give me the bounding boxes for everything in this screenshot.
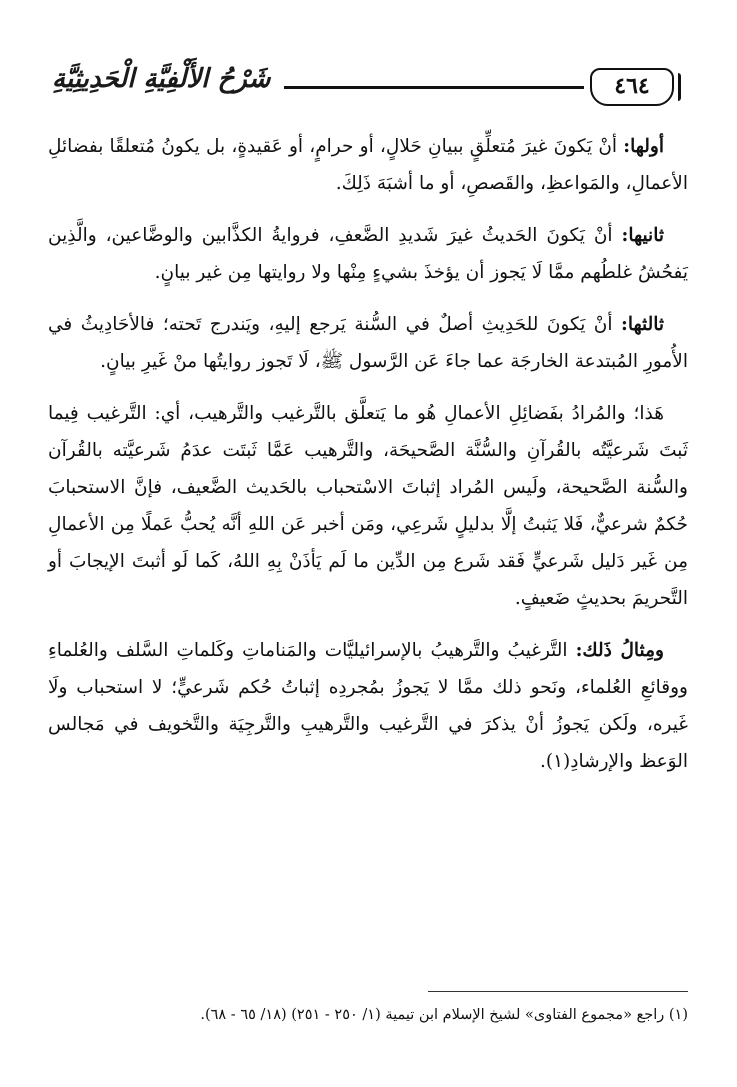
paragraph-example: [48, 632, 688, 780]
page-header: [52, 62, 682, 114]
header-rule: [284, 86, 584, 89]
paragraph-text: هَذا؛ والمُرادُ بفَضائِلِ الأعمالِ هُو ما يَتعلَّق بالتَّرغيب والتَّرهيب، أي: التَّرغيب فِيما ثَبتَ شَرعيَّتُه بالقُرآنِ والسُّنَّة الصَّحيحَة، والتَّرهيب عَمَّا ثَبتَت عدَمُ شَرعيَّته بالقُرآن والسُّنة الصَّحيحة، ولَيس المُراد إثباتَ الاسْتحباب بالحَديث الضَّعيف، فإنَّ الاستحبابَ حُكمٌ شرعيٌّ، فَلا يَثبتُ إلَّا بدليلٍ شَرعِي، ومَن أخبر عَن اللهِ أنَّه يُحبُّ عَملًا مِن الأعمالِ مِن غَير دَليل شَرعيٍّ فَقد شَرع مِن الدِّين ما لَم يَأذَنْ بِهِ اللهُ، كَما لَو أثبتَ الإيجابَ أو التَّحريمَ بحديثٍ ضَعيفٍ.: [48, 403, 688, 609]
paragraph-third-condition: [48, 306, 688, 380]
paragraph-second-condition: [48, 217, 688, 291]
paragraph-label: ثالثها:: [621, 314, 664, 335]
paragraph-label: أولها:: [623, 136, 664, 157]
footnote-divider: [428, 991, 688, 992]
paragraph-label: ثانيها:: [621, 225, 664, 246]
page-number-frame: [590, 68, 674, 106]
paragraph-text: أنْ يَكونَ الحَديثُ غيرَ شَديدِ الضَّعفِ، فروايةُ الكذَّابين والوضَّاعين، والَّذِين يَفحُشُ غلطُهم ممَّا لَا يَجوز أن يؤخذَ بشيءٍ مِنْها ولا روايتها مِن غير بيانٍ.: [48, 225, 688, 283]
book-title: شَرْحُ الأَلْفِيَّةِ الْحَدِيثِيَّةِ: [52, 64, 271, 94]
footnote: (١) راجع «مجموع الفتاوى» لشيخ الإسلام ابن تيمية (١/ ٢٥٠ - ٢٥١) (١٨/ ٦٥ - ٦٨).: [200, 1007, 688, 1023]
paragraph-first-condition: [48, 128, 688, 202]
paragraph-label: ومِثالُ ذَلك:: [575, 640, 664, 661]
paragraph-explanation: [48, 395, 688, 617]
paragraph-text: أنْ يَكونَ للحَدِيثِ أصلٌ في السُّنة يَرجع إليهِ، ويَندرج تَحته؛ فالأحَادِيثُ في الأُمورِ المُبتدعة الخارجَة عما جاءَ عَن الرَّسول ﷺ، لَا تَجوز روايتُها منْ غَيرِ بيانٍ.: [48, 314, 688, 372]
page-body: [48, 128, 688, 795]
paragraph-text: التَّرغيبُ والتَّرهيبُ بالإسرائيليَّات والمَناماتِ وكَلماتِ السَّلف والعُلماءِ ووقائعِ العُلماء، ونَحو ذلك ممَّا لا يَجوزُ بمُجردِه إثباتُ حُكم شَرعيٍّ؛ لا استحباب ولَا غَيره، ولَكن يَجوزُ أنْ يذكرَ في التَّرغيب والتَّرهيبِ والتَّرجِيَة والتَّخويف في مَجالس الوَعظ والإرشادِ(١).: [48, 640, 688, 772]
page-number: ٤٦٤: [614, 73, 650, 99]
paragraph-text: أنْ يَكونَ غيرَ مُتعلِّقٍ ببيانِ حَلالٍ، أو حرامٍ، أو عَقيدةٍ، بل يكونُ مُتعلقًا بفضائلِ الأعمالِ، والمَواعظِ، والقَصصِ، أو ما أشبَهَ ذَلِكَ.: [48, 136, 688, 194]
